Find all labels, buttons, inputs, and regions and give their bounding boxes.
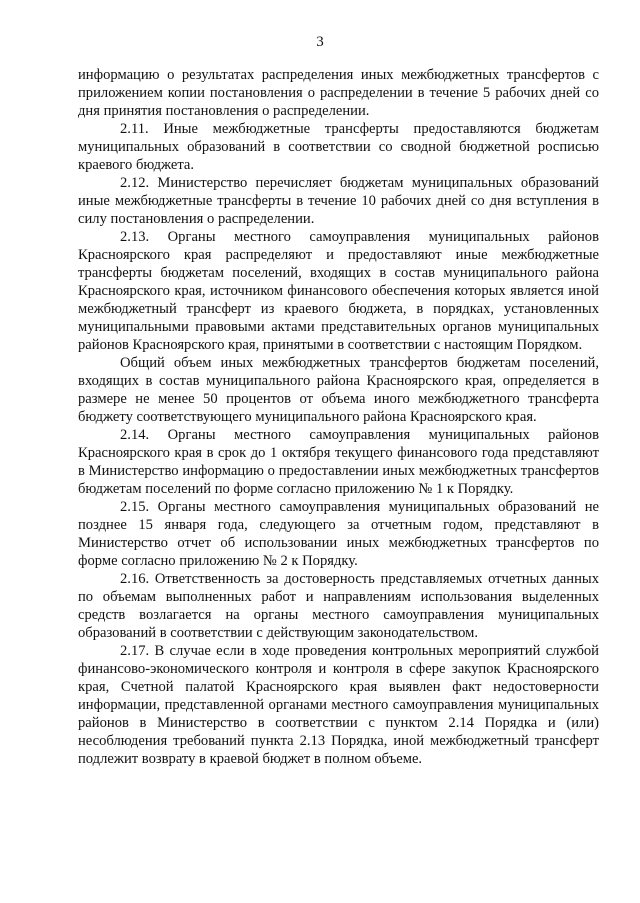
paragraph-2-17: 2.17. В случае если в ходе проведения контрольных мероприятий службой финансово-экономического контроля и контроля в сфере закупок Красноярского края, Счетной палатой Красноярского края выявлен факт недостоверности информации, представленной органами местного самоуправления муниципальных районов в Министерство в соответствии с пунктом 2.14 Порядка и (или) несоблюдения требований пункта 2.13 Порядка, иной межбюджетный трансферт подлежит возврату в краевой бюджет в полном объеме. (78, 643, 599, 767)
paragraph-2-12: 2.12. Министерство перечисляет бюджетам муниципальных образований иные межбюджетные трансферты в течение 10 рабочих дней со дня вступления в силу постановления о распределении. (78, 175, 599, 227)
paragraph-continuation: информацию о результатах распределения иных межбюджетных трансфертов с приложением копии постановления о распределении в течение 5 рабочих дней со дня принятия постановления о распределении. (78, 67, 599, 119)
page-number: 3 (316, 34, 324, 50)
paragraph-2-13: 2.13. Органы местного самоуправления муниципальных районов Красноярского края распределяют и предоставляют иные межбюджетные трансферты бюджетам поселений, входящих в состав муниципального района Красноярского края, источником финансового обеспечения которых является иной межбюджетный трансферт из краевого бюджета, в порядках, установленных муниципальными правовыми актами представительных органов муниципальных районов Красноярского края, принятыми в соответствии с настоящим Порядком. (78, 229, 599, 353)
paragraph-2-16: 2.16. Ответственность за достоверность представляемых отчетных данных по объемам выполненных работ и направлениям использования выделенных средств возлагается на органы местного самоуправления муниципальных образований в соответствии с действующим законодательством. (78, 571, 599, 641)
document-body (78, 66, 599, 768)
paragraph-2-11: 2.11. Иные межбюджетные трансферты предоставляются бюджетам муниципальных образований в соответствии со сводной бюджетной росписью краевого бюджета. (78, 121, 599, 173)
paragraph-2-14: 2.14. Органы местного самоуправления муниципальных районов Красноярского края в срок до 1 октября текущего финансового года представляют в Министерство информацию о предоставлении иных межбюджетных трансфертов бюджетам поселений по форме согласно приложению № 1 к Порядку. (78, 427, 599, 497)
paragraph-2-13-volume: Общий объем иных межбюджетных трансфертов бюджетам поселений, входящих в состав муниципального района Красноярского края, определяется в размере не менее 50 процентов от объема иного межбюджетного трансферта бюджету соответствующего муниципального района Красноярского края. (78, 355, 599, 425)
paragraph-2-15: 2.15. Органы местного самоуправления муниципальных образований не позднее 15 января года, следующего за отчетным годом, представляют в Министерство отчет об использовании иных межбюджетных трансфертов по форме согласно приложению № 2 к Порядку. (78, 499, 599, 569)
